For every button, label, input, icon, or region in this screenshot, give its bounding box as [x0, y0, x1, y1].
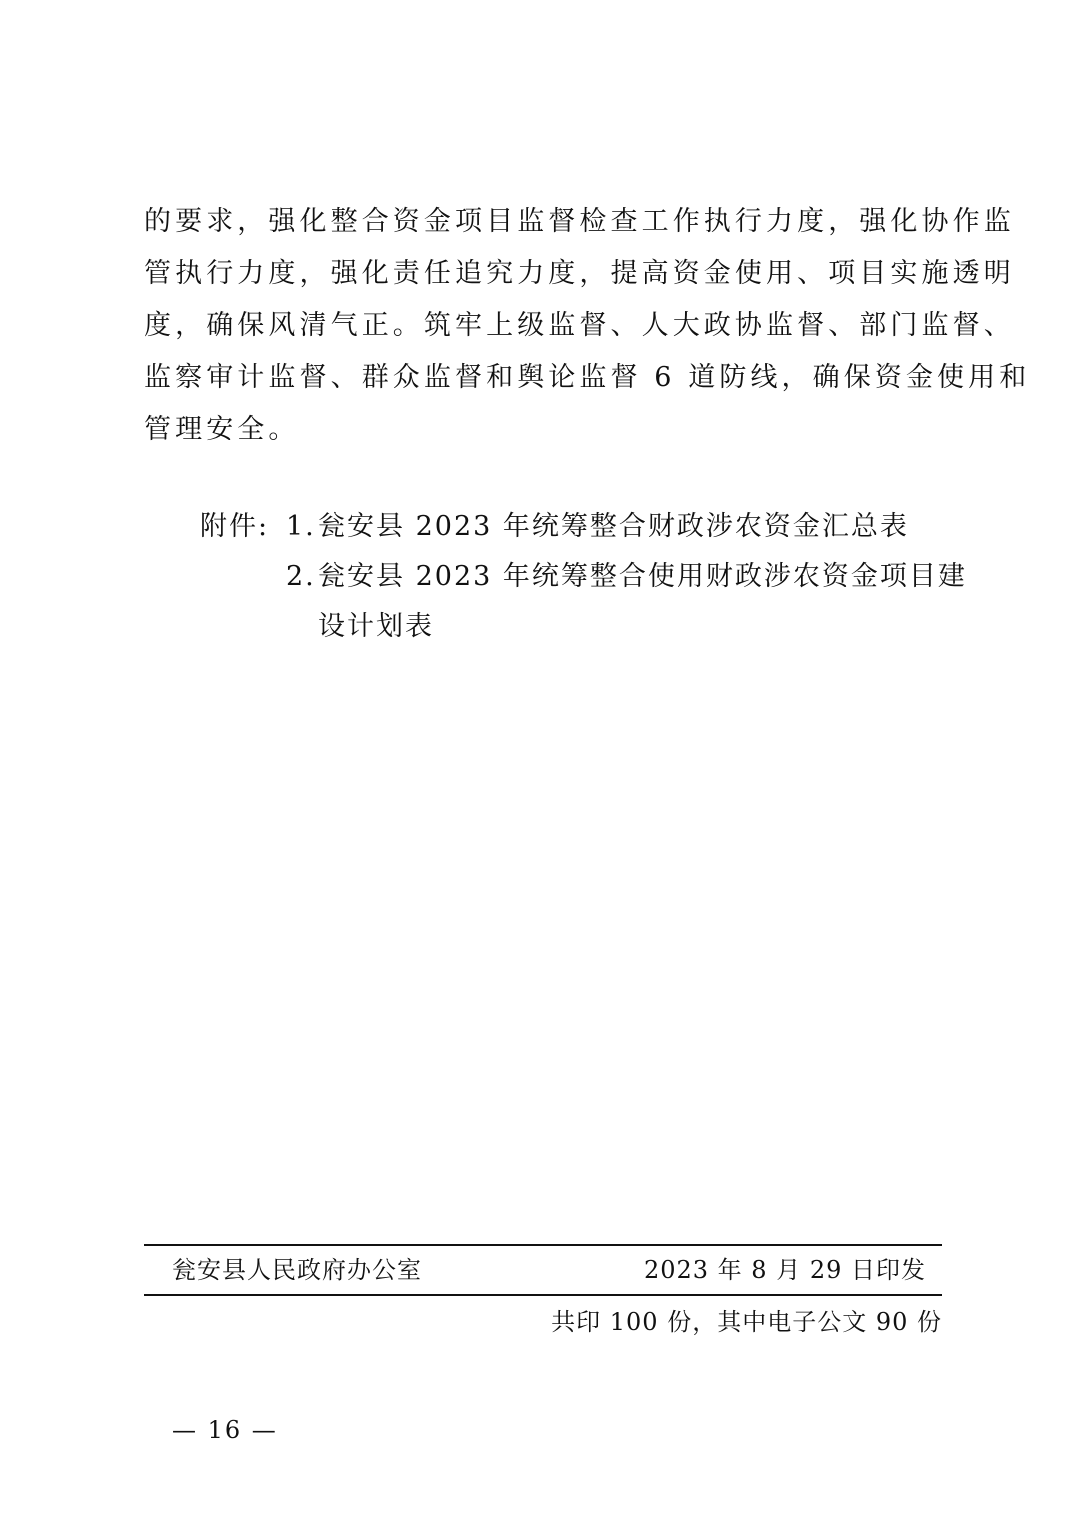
attachments-list	[200, 502, 967, 652]
attachments-label: 附件:	[200, 511, 270, 542]
footer-bottom-rule	[144, 1294, 942, 1296]
body-line: 监察审计监督、群众监督和舆论监督 6 道防线，确保资金使用和	[144, 362, 1031, 393]
attachment-number: 1.	[286, 511, 316, 542]
issue-date: 2023 年 8 月 29 日印发	[643, 1256, 926, 1284]
page-number: — 16 —	[172, 1416, 278, 1444]
attachment-title-continuation: 设计划表	[318, 611, 434, 642]
attachment-title: 瓮安县 2023 年统筹整合使用财政涉农资金项目建	[318, 561, 967, 592]
attachment-title: 瓮安县 2023 年统筹整合财政涉农资金汇总表	[318, 511, 909, 542]
body-line: 的要求，强化整合资金项目监督检查工作执行力度，强化协作监	[144, 206, 1015, 237]
attachment-number: 2.	[286, 561, 316, 592]
issuer-name: 瓮安县人民政府办公室	[172, 1256, 422, 1284]
issuance-info	[172, 1250, 926, 1290]
body-line: 度，确保风清气正。筑牢上级监督、人大政协监督、部门监督、	[144, 310, 1015, 341]
print-copies: 共印 100 份，其中电子公文 90 份	[551, 1308, 942, 1336]
attachment-item	[200, 552, 967, 602]
body-line: 管理安全。	[144, 414, 300, 445]
footer-top-rule	[144, 1244, 942, 1246]
body-paragraph	[144, 196, 1031, 456]
body-line: 管执行力度，强化责任追究力度，提高资金使用、项目实施透明	[144, 258, 1015, 289]
attachment-item	[200, 502, 967, 552]
